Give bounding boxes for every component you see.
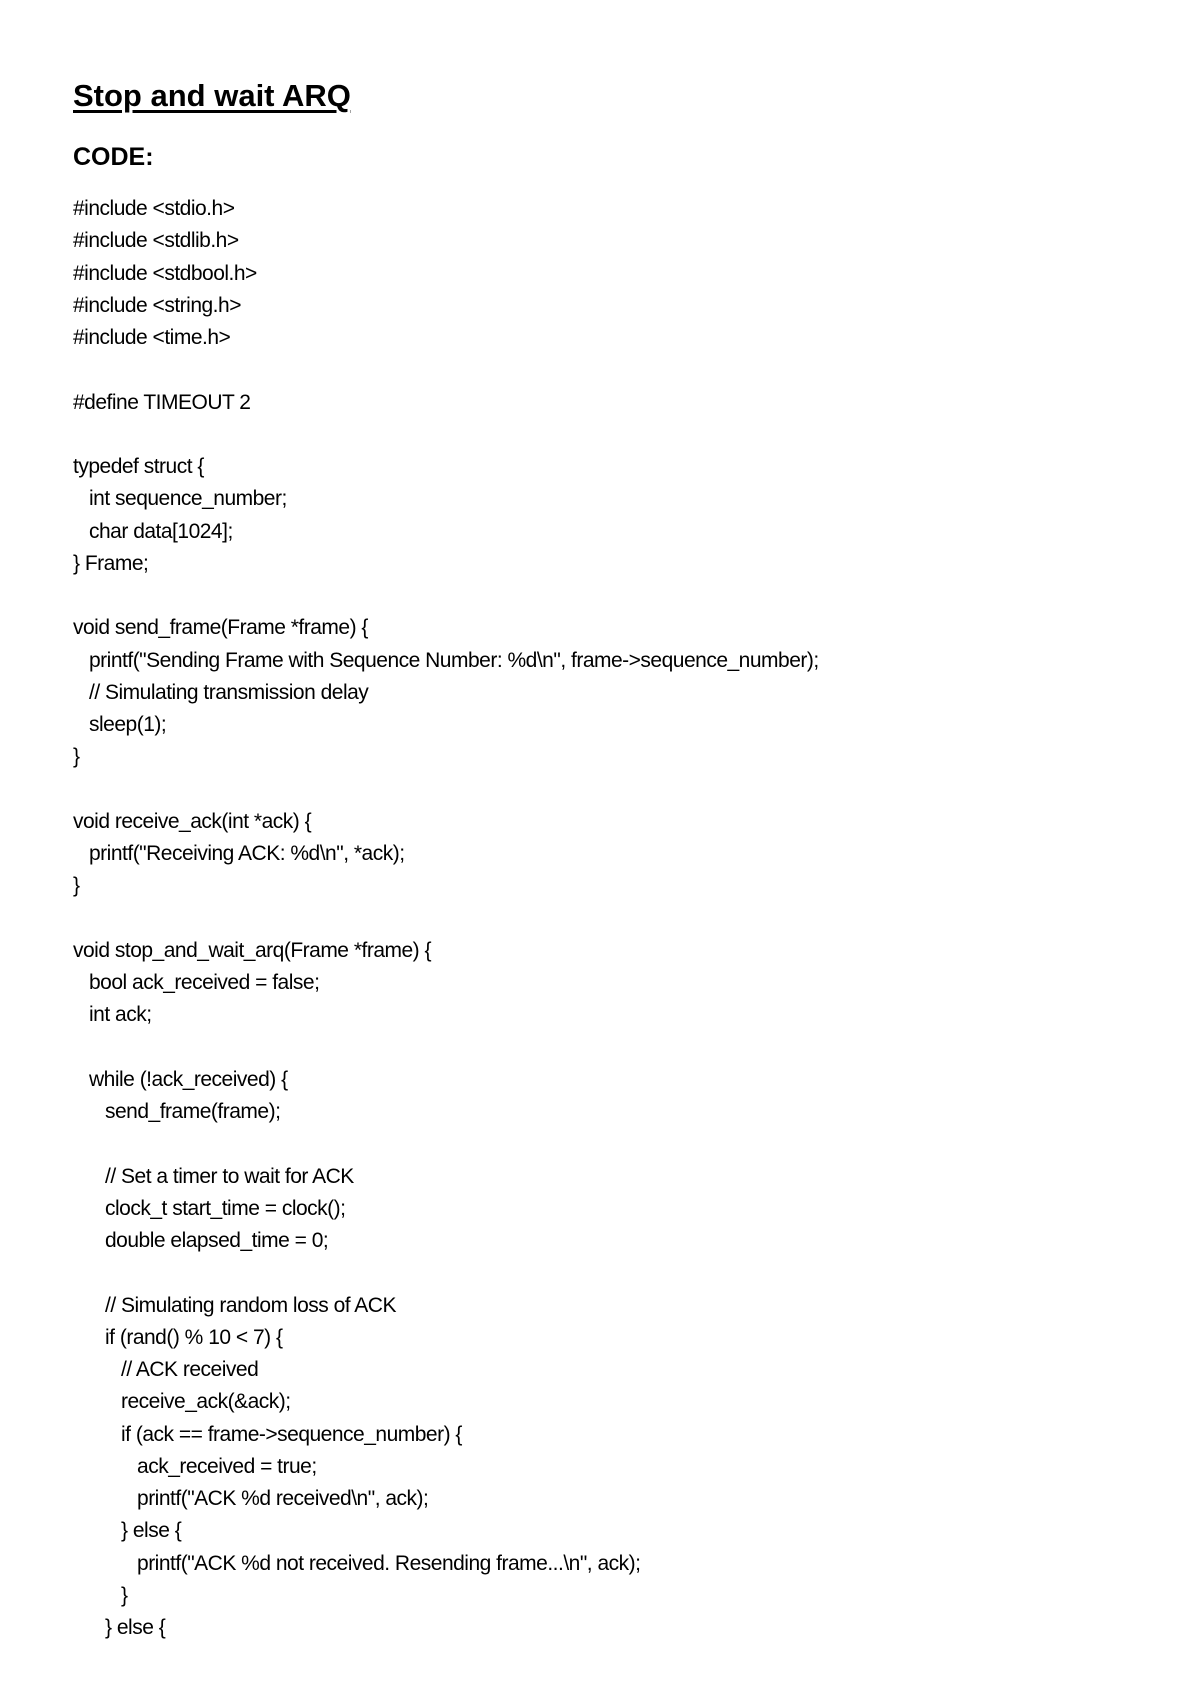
code-line: // Simulating transmission delay — [73, 680, 369, 704]
code-line: #include <stdbool.h> — [73, 261, 257, 285]
code-line: #include <stdio.h> — [73, 197, 235, 220]
code-line — [73, 903, 1153, 935]
code-line: void send_frame(Frame *frame) { — [73, 616, 368, 640]
page-title: Stop and wait ARQ — [73, 78, 351, 113]
code-line — [73, 774, 1153, 806]
code-line: void receive_ack(int *ack) { — [73, 809, 312, 833]
code-line: int sequence_number; — [73, 487, 287, 511]
code-line — [73, 419, 1153, 451]
section-heading: CODE: — [73, 143, 154, 171]
code-line: } — [73, 1583, 128, 1607]
code-line: if (rand() % 10 < 7) { — [73, 1325, 283, 1349]
code-line: receive_ack(&ack); — [73, 1390, 291, 1414]
code-block — [73, 193, 1153, 1644]
code-line: } — [73, 874, 80, 898]
code-line: #include <stdlib.h> — [73, 229, 239, 253]
code-line: #define TIMEOUT 2 — [73, 390, 251, 414]
code-line: // Simulating random loss of ACK — [73, 1293, 396, 1317]
code-line: typedef struct { — [73, 455, 204, 478]
code-line: } — [73, 745, 80, 769]
code-line: #include <string.h> — [73, 293, 241, 317]
code-line: bool ack_received = false; — [73, 971, 320, 994]
code-line: } else { — [73, 1616, 166, 1639]
code-line — [73, 1032, 1153, 1064]
code-line: clock_t start_time = clock(); — [73, 1196, 346, 1220]
code-line: char data[1024]; — [73, 519, 233, 543]
code-line: printf("Sending Frame with Sequence Number: %d\n", frame->sequence_number); — [73, 648, 819, 672]
code-line — [73, 354, 1153, 386]
code-line — [73, 580, 1153, 612]
code-line: printf("ACK %d received\n", ack); — [73, 1487, 429, 1510]
code-line: if (ack == frame->sequence_number) { — [73, 1422, 462, 1446]
code-line: // ACK received — [73, 1358, 259, 1381]
code-line: int ack; — [73, 1003, 152, 1027]
code-line — [73, 1128, 1153, 1160]
code-line: void stop_and_wait_arq(Frame *frame) { — [73, 938, 432, 962]
code-line: } Frame; — [73, 551, 149, 575]
code-line: sleep(1); — [73, 713, 167, 736]
code-line: } else { — [73, 1519, 182, 1543]
code-line: printf("ACK %d not received. Resending frame...\n", ack); — [73, 1551, 641, 1575]
code-line: send_frame(frame); — [73, 1100, 281, 1123]
code-line — [73, 1257, 1153, 1289]
code-line: while (!ack_received) { — [73, 1067, 288, 1091]
code-line: // Set a timer to wait for ACK — [73, 1164, 354, 1188]
code-line: #include <time.h> — [73, 326, 231, 349]
code-line: double elapsed_time = 0; — [73, 1229, 329, 1252]
code-line: ack_received = true; — [73, 1454, 317, 1478]
code-line: printf("Receiving ACK: %d\n", *ack); — [73, 842, 405, 865]
